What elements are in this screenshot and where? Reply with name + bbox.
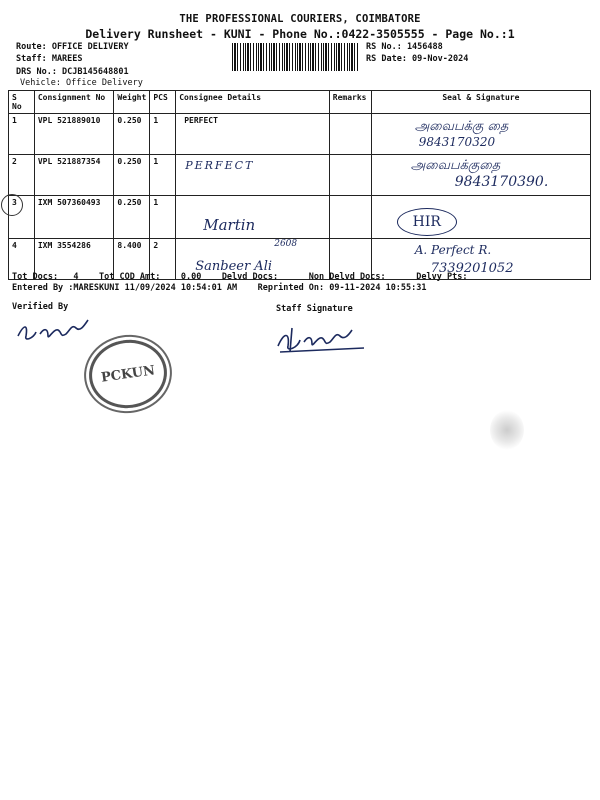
table-row [9,155,591,196]
row-sno: 2 [9,155,35,196]
entered-by-line: Entered By :MARESKUNI 11/09/2024 10:54:01 AM Reprinted On: 09-11-2024 10:55:31 [12,283,427,293]
row-pcs: 1 [150,196,176,239]
seal-phone: 9843170390. [454,174,549,190]
row-pcs: 2 [150,239,176,280]
route-label: Route: OFFICE DELIVERY [16,42,129,52]
table-header-row [9,91,591,114]
barcode [232,43,358,71]
row-consignment: VPL 521889010 [34,114,114,155]
row-remarks [329,196,371,239]
staff-signature-label: Staff Signature [276,304,353,314]
row-consignee [176,196,330,239]
consignee-note: 2608 [274,239,298,249]
vehicle-label: Vehicle: Office Delivery [20,78,143,88]
col-header-consignee: Consignee Details [176,91,330,114]
company-name: THE PROFESSIONAL COURIERS, COIMBATORE [179,13,421,25]
row-weight: 0.250 [114,155,150,196]
row-seal [371,196,590,239]
office-stamp [85,335,172,413]
row-weight: 0.250 [114,196,150,239]
runsheet-table [8,90,591,280]
consignee-handwritten: Martin [203,216,256,234]
rs-date: RS Date: 09-Nov-2024 [366,54,469,64]
runsheet-title: Delivery Runsheet - KUNI - Phone No.:0422-3505555 - Page No.:1 [85,27,515,41]
seal-signature [397,208,457,236]
row-sno: 1 [9,114,35,155]
row-remarks [329,155,371,196]
seal-signature-text: HIR [412,214,441,230]
seal-signature: அவைபக்கு தை [414,119,509,134]
row-seal [371,155,590,196]
table-row [9,196,591,239]
seal-signature: A. Perfect R. [414,243,492,257]
seal-phone: 7339201052 [430,261,514,276]
row-consignment: VPL 521887354 [34,155,114,196]
col-header-consignment: Consignment No [34,91,114,114]
col-header-seal: Seal & Signature [371,91,590,114]
circle-mark [1,194,23,216]
staff-signature [272,322,372,360]
verified-signature [14,318,94,348]
seal-phone: 9843170320 [418,135,496,149]
row-weight: 0.250 [114,114,150,155]
consignee-printed: PERFECT [184,116,218,125]
drs-number: DRS No.: DCJB145648801 [16,67,129,77]
rs-number: RS No.: 1456488 [366,42,443,52]
row-consignment: IXM 507360493 [34,196,114,239]
ink-smudge [490,410,524,450]
row-sno: 4 [9,239,35,280]
row-consignee [176,155,330,196]
col-header-sno: S No [9,91,35,114]
signature-scribble-icon [14,318,94,344]
row-seal [371,114,590,155]
signature-scribble-icon [272,322,372,356]
col-header-pcs: PCS [150,91,176,114]
row-remarks [329,114,371,155]
row-pcs: 1 [150,114,176,155]
seal-signature: அவைபக்குதை [410,158,501,173]
table-row [9,114,591,155]
row-weight: 8.400 [114,239,150,280]
totals-line: Tot Docs: 4 Tot COD Amt: 0.00 Delvd Docs: Non Delvd Docs: Delvy Pts: [12,272,468,282]
consignee-handwritten: Sanbeer Ali [195,259,273,274]
row-pcs: 1 [150,155,176,196]
row-sno-value: 3 [12,198,17,207]
staff-label: Staff: MAREES [16,54,83,64]
row-consignee [176,114,330,155]
col-header-remarks: Remarks [329,91,371,114]
col-header-weight: Weight [114,91,150,114]
stamp-text: PCKUN [100,362,156,386]
row-sno [9,196,35,239]
row-consignment: IXM 3554286 [34,239,114,280]
consignee-handwritten: PERFECT [185,159,255,172]
verified-by-label: Verified By [12,302,69,312]
